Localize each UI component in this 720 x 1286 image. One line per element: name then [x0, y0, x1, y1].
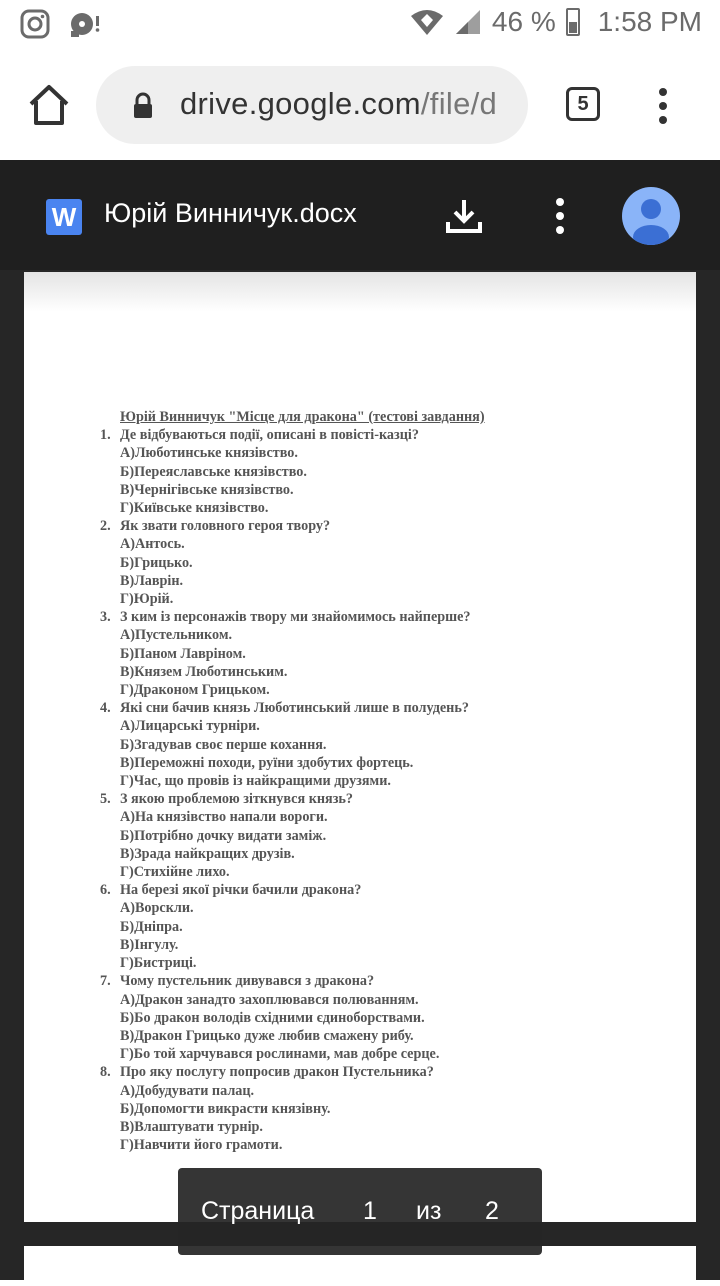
question-number: 1. [100, 427, 111, 444]
question-text: З якою проблемою зіткнувся князь? [120, 791, 354, 808]
answer-option: А)Антось. [120, 536, 185, 553]
answer-option: А)Добудувати палац. [120, 1082, 255, 1099]
question-text: Які сни бачив князь Люботинський лише в полудень? [120, 700, 469, 717]
question-6 [100, 881, 680, 899]
url-text[interactable] [180, 86, 497, 122]
answer-option: В)Переможні походи, руїни здобутих фортець. [120, 754, 414, 771]
answer-option: В)Інгулу. [120, 936, 179, 953]
answer-option: Г)Бо той харчувався рослинами, мав добре серце. [120, 1046, 440, 1063]
answer-option: В)Влаштувати турнір. [120, 1118, 263, 1135]
answer-option: Г)Київське князівство. [120, 500, 269, 517]
question-text: Де відбуваються події, описані в повісті-казці? [120, 427, 419, 444]
question-number: 6. [100, 882, 111, 899]
page-of-label: из [416, 1197, 442, 1225]
question-number: 3. [100, 609, 111, 626]
answer-option: Б)Паном Лавріном. [120, 645, 246, 662]
download-icon[interactable] [444, 196, 484, 236]
status-bar [0, 0, 720, 50]
answer-option: А)На князівство напали вороги. [120, 809, 328, 826]
more-options-icon[interactable] [548, 196, 572, 236]
answer-option: А)Дракон занадто захоплювався полюванням. [120, 991, 419, 1008]
person-icon [622, 187, 680, 245]
question-8 [100, 1063, 680, 1081]
question-text: З ким із персонажів твору ми знайомимось найперше? [120, 609, 471, 626]
media-cast-icon [68, 9, 102, 39]
file-title: Юрій Винничук.docx [104, 198, 357, 228]
browser-toolbar [0, 50, 720, 160]
question-text: Як звати головного героя твору? [120, 518, 331, 535]
answer-option: В)Лаврін. [120, 572, 184, 589]
answer-option: Б)Згадував своє перше кохання. [120, 736, 327, 753]
answer-option: Б)Переяславське князівство. [120, 463, 307, 480]
answer-option: Г)Навчити його грамоти. [120, 1137, 283, 1154]
page-label: Страница [201, 1197, 315, 1225]
lock-icon [132, 92, 154, 120]
document-page[interactable] [24, 272, 696, 1222]
question-7 [100, 972, 680, 990]
question-number: 4. [100, 700, 111, 717]
wifi-icon [410, 8, 444, 36]
page-top-shadow [24, 272, 696, 312]
page-indicator [178, 1168, 542, 1255]
url-domain: drive.google.com [180, 86, 421, 121]
document-content [100, 408, 680, 1154]
answer-option: Б)Допомогти викрасти князівну. [120, 1100, 331, 1117]
battery-icon [566, 8, 580, 36]
answer-option: А)Ворскли. [120, 900, 194, 917]
question-number: 8. [100, 1064, 111, 1081]
answer-option: Г)Стихійне лихо. [120, 864, 230, 881]
address-bar[interactable] [96, 66, 528, 144]
answer-option: В)Зрада найкращих друзів. [120, 845, 295, 862]
instagram-icon [20, 9, 50, 39]
battery-percent: 46 % [491, 6, 556, 37]
answer-option: Г)Драконом Грицьком. [120, 682, 270, 699]
answer-option: В)Дракон Грицько дуже любив смажену рибу. [120, 1027, 414, 1044]
clock-time: 1:58 PM [597, 6, 702, 37]
answer-option: Г)Час, що провів із найкращими друзями. [120, 773, 391, 790]
browser-menu-icon[interactable] [650, 86, 676, 126]
document-title: Юрій Винничук "Місце для дракона" (тестові завдання) [120, 409, 485, 425]
question-number: 7. [100, 973, 111, 990]
signal-icon [454, 8, 482, 36]
account-avatar[interactable] [622, 187, 680, 245]
current-page: 1 [363, 1197, 377, 1225]
answer-option: Г)Бистриці. [120, 955, 197, 972]
answer-option: Б)Бо дракон володів східними єдиноборствами. [120, 1009, 425, 1026]
question-3 [100, 608, 680, 626]
answer-option: Б)Дніпра. [120, 918, 183, 935]
question-1 [100, 426, 680, 444]
url-path: /file/d [420, 86, 498, 121]
question-number: 2. [100, 518, 111, 535]
word-file-icon: W [46, 199, 82, 235]
question-4 [100, 699, 680, 717]
question-2 [100, 517, 680, 535]
total-pages: 2 [485, 1197, 499, 1225]
question-text: На березі якої річки бачили дракона? [120, 882, 362, 899]
question-5 [100, 790, 680, 808]
viewer-header [0, 160, 720, 270]
answer-option: Б)Грицько. [120, 554, 193, 571]
questions-list [100, 426, 680, 1154]
answer-option: Г)Юрій. [120, 591, 174, 608]
answer-option: В)Князем Люботинським. [120, 663, 288, 680]
answer-option: А)Лицарські турніри. [120, 718, 260, 735]
answer-option: А)Пустельником. [120, 627, 233, 644]
question-text: Чому пустельник дивувався з дракона? [120, 973, 375, 990]
answer-option: А)Люботинське князівство. [120, 445, 298, 462]
answer-option: В)Чернігівське князівство. [120, 481, 294, 498]
question-text: Про яку послугу попросив дракон Пустельника? [120, 1064, 434, 1081]
tab-switcher-button[interactable]: 5 [566, 87, 600, 121]
question-number: 5. [100, 791, 111, 808]
answer-option: Б)Потрібно дочку видати заміж. [120, 827, 327, 844]
home-icon[interactable] [26, 82, 72, 128]
